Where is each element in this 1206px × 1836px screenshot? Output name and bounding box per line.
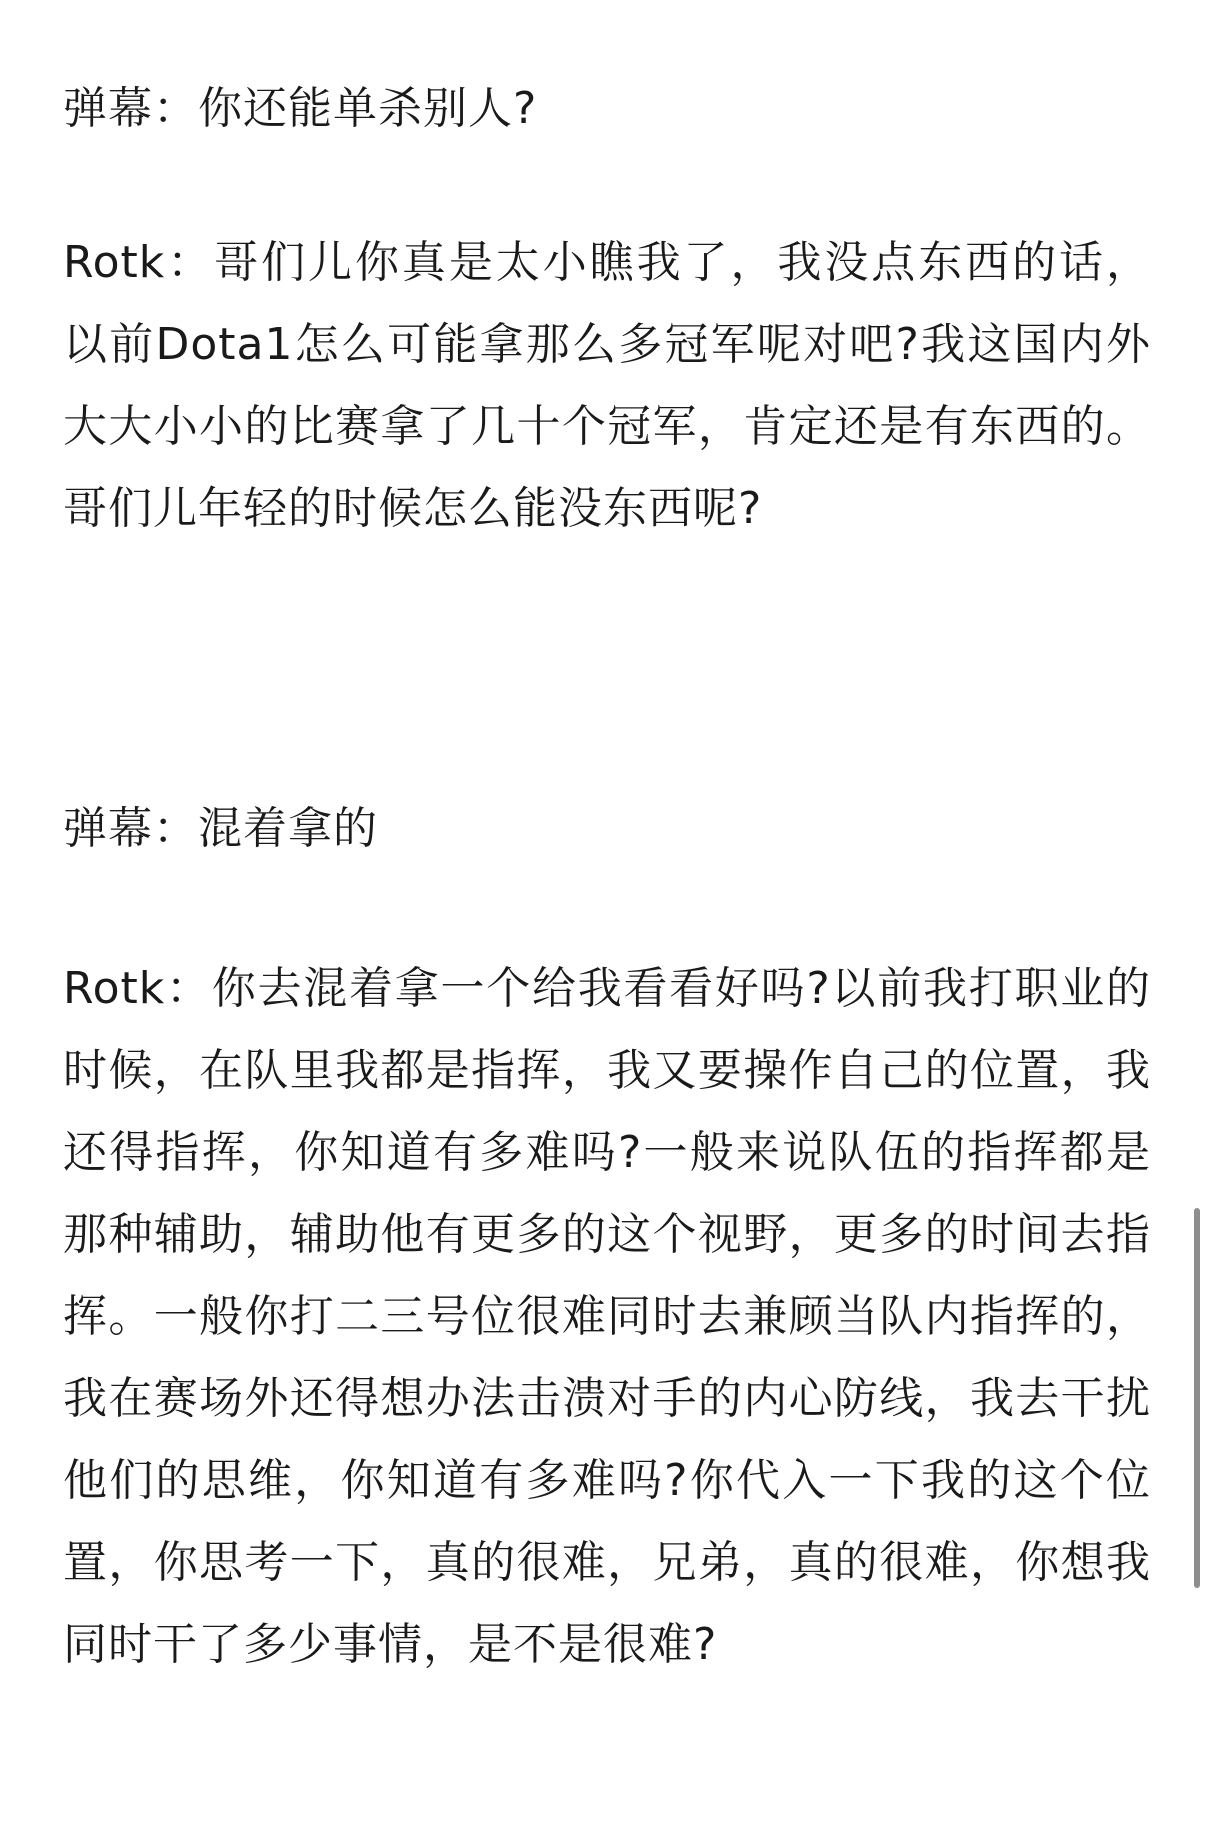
danmu-comment-1: 弹幕：你还能单杀别人? <box>63 83 538 134</box>
rotk-reply-1: Rotk：哥们儿你真是太小瞧我了，我没点东西的话，以前Dota1怎么可能拿那么多冠军呢对吧?我这国内外大大小小的比赛拿了几十个冠军，肯定还是有东西的。哥们儿年轻的时候怎么能没东西呢? <box>63 237 1151 534</box>
rotk-reply-2: Rotk：你去混着拿一个给我看看好吗?以前我打职业的时候，在队里我都是指挥，我又要操作自己的位置，我还得指挥，你知道有多难吗?一般来说队伍的指挥都是那种辅助，辅助他有更多的这个视野，更多的时间去指挥。一般你打二三号位很难同时去兼顾当队内指挥的，我在赛场外还得想办法击溃对手的内心防线，我去干扰他们的思维，你知道有多难吗?你代入一下我的这个位置，你思考一下，真的很难，兄弟，真的很难，你想我同时干了多少事情，是不是很难? <box>63 963 1151 1670</box>
vertical-scrollbar[interactable] <box>1194 1208 1200 1588</box>
danmu-comment-2: 弹幕：混着拿的 <box>63 803 378 854</box>
